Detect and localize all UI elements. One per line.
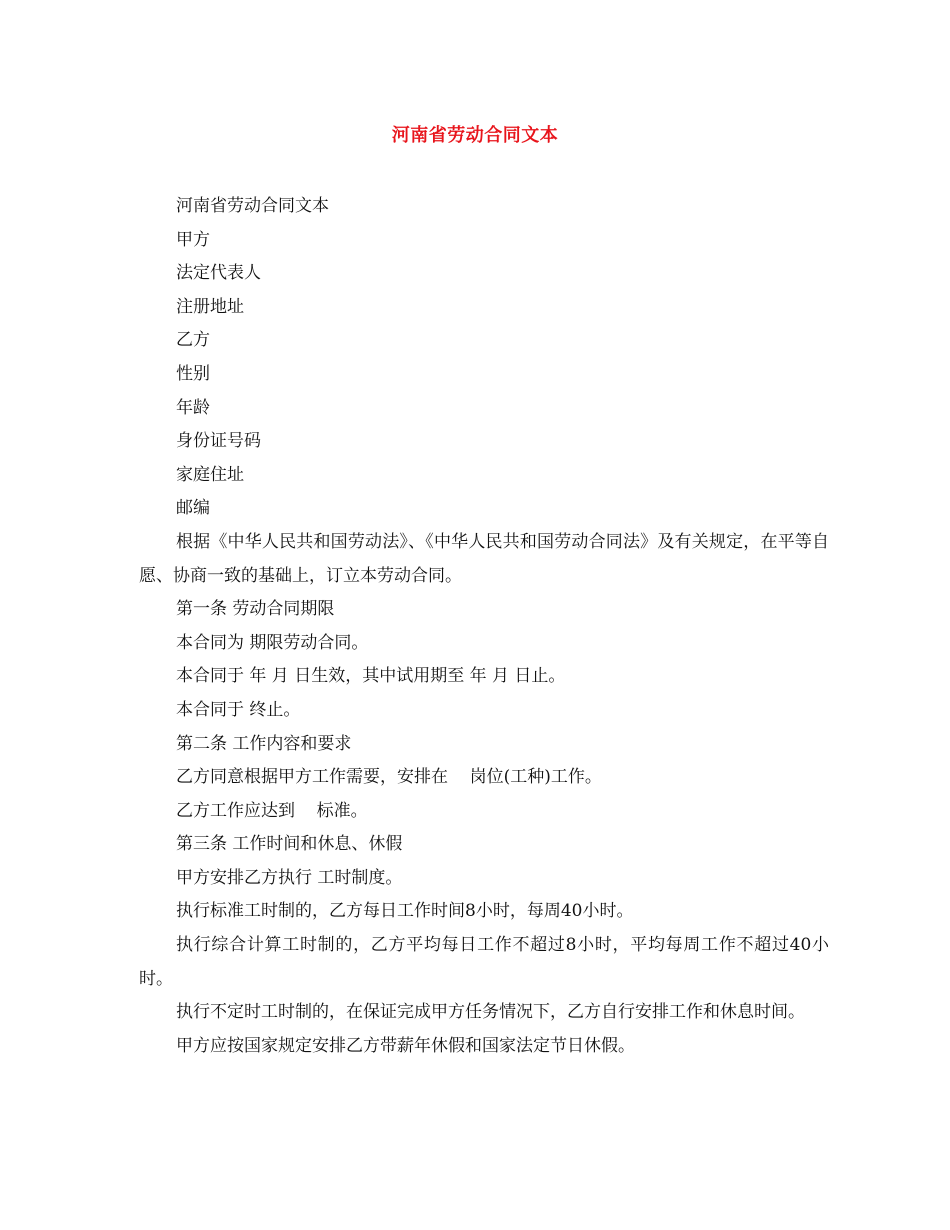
paragraph-effective-date: 本合同于 年 月 日生效，其中试用期至 年 月 日止。 — [176, 666, 566, 687]
document-body — [139, 190, 829, 1063]
paragraph-standard-hours: 执行标准工时制的，乙方每日工作时间8小时，每周40小时。 — [176, 901, 634, 922]
paragraph-registered-address: 注册地址 — [176, 296, 244, 317]
paragraph-party-b: 乙方 — [176, 330, 210, 351]
paragraph-legal-representative: 法定代表人 — [176, 263, 261, 284]
paragraph-work-standard: 乙方工作应达到 标准。 — [176, 800, 368, 821]
paragraph-flexible-hours: 执行不定时工时制的，在保证完成甲方任务情况下，乙方自行安排工作和休息时间。 — [176, 1002, 805, 1023]
paragraph-termination: 本合同于 终止。 — [176, 699, 301, 720]
paragraph-gender: 性别 — [176, 363, 210, 384]
paragraph-preamble: 根据《中华人民共和国劳动法》、《中华人民共和国劳动合同法》及有关规定，在平等自愿、协商一致的基础上，订立本劳动合同。 — [139, 531, 829, 586]
paragraph-postcode: 邮编 — [176, 498, 210, 519]
document-title: 河南省劳动合同文本 — [391, 125, 559, 146]
paragraph-job-position: 乙方同意根据甲方工作需要，安排在 岗位(工种)工作。 — [176, 767, 602, 788]
article-3-heading: 第三条 工作时间和休息、休假 — [176, 834, 403, 855]
paragraph-comprehensive-hours: 执行综合计算工时制的，乙方平均每日工作不超过8小时，平均每周工作不超过40小时。 — [139, 935, 829, 989]
paragraph-contract-type: 本合同为 期限劳动合同。 — [176, 632, 369, 653]
paragraph-party-a: 甲方 — [176, 229, 210, 250]
paragraph-home-address: 家庭住址 — [176, 464, 244, 485]
paragraph-doc-heading: 河南省劳动合同文本 — [176, 196, 329, 216]
paragraph-id-number: 身份证号码 — [176, 431, 261, 452]
article-1-heading: 第一条 劳动合同期限 — [176, 599, 335, 620]
article-2-heading: 第二条 工作内容和要求 — [176, 733, 352, 754]
paragraph-age: 年龄 — [176, 397, 210, 418]
paragraph-paid-leave: 甲方应按国家规定安排乙方带薪年休假和国家法定节日休假。 — [176, 1035, 635, 1056]
paragraph-hours-system: 甲方安排乙方执行 工时制度。 — [176, 867, 403, 888]
